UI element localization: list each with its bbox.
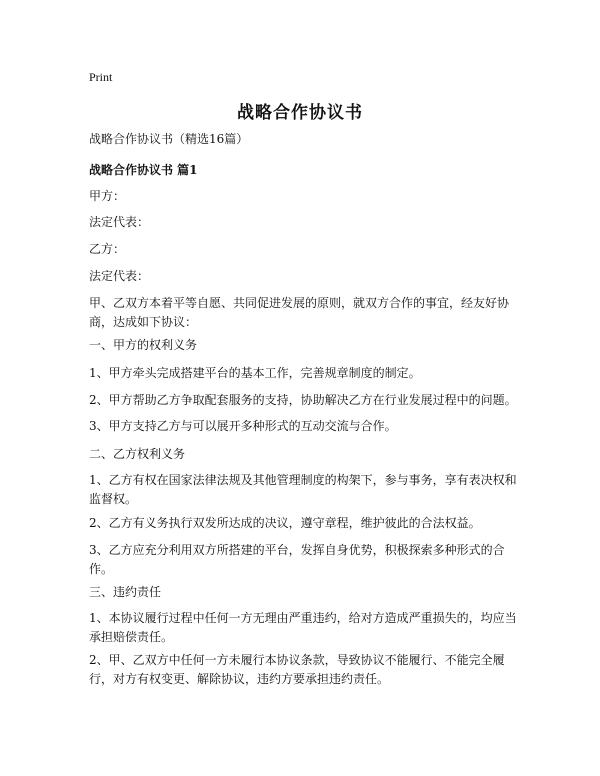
section-3-title: 三、违约责任	[89, 585, 162, 599]
document-subtitle: 战略合作协议书（精选16篇）	[89, 132, 249, 146]
section-1-item-1: 1、甲方牵头完成搭建平台的基本工作，完善规章制度的制定。	[89, 366, 421, 380]
legal-rep-b-line: 法定代表：	[89, 269, 150, 283]
section-heading: 战略合作协议书 篇1	[89, 163, 198, 177]
section-3-item-1: 1、本协议履行过程中任何一方无理由严重违约，给对方造成严重损失的，均应当承担赔偿责任。	[89, 611, 517, 644]
section-2-title: 二、乙方权利义务	[89, 447, 186, 461]
section-2-item-2: 2、乙方有义务执行双发所达成的决议，遵守章程，维护彼此的合法权益。	[89, 516, 481, 530]
party-b-line: 乙方：	[89, 242, 126, 256]
section-1-item-3: 3、甲方支持乙方与可以展开多种形式的互动交流与合作。	[89, 419, 397, 433]
page-title: 战略合作协议书	[237, 103, 363, 123]
section-1-item-2: 2、甲方帮助乙方争取配套服务的支持，协助解决乙方在行业发展过程中的问题。	[89, 393, 517, 407]
section-2-item-3: 3、乙方应充分利用双方所搭建的平台，发挥自身优势，积极探索多种形式的合作。	[89, 543, 505, 576]
print-label[interactable]: Print	[89, 70, 113, 84]
section-1-title: 一、甲方的权利义务	[89, 338, 198, 352]
legal-rep-a-line: 法定代表：	[89, 215, 150, 229]
section-2-item-1: 1、乙方有权在国家法律法规及其他管理制度的构架下，参与事务，享有表决权和监督权。	[89, 473, 517, 506]
intro-paragraph: 甲、乙双方本着平等自愿、共同促进发展的原则，就双方合作的事宜，经友好协商，达成如下协议：	[89, 296, 510, 329]
party-a-line: 甲方：	[89, 189, 126, 203]
section-3-item-2: 2、甲、乙双方中任何一方未履行本协议条款，导致协议不能履行、不能完全履行，对方有权变更、解除协议，违约方要承担违约责任。	[89, 653, 505, 686]
